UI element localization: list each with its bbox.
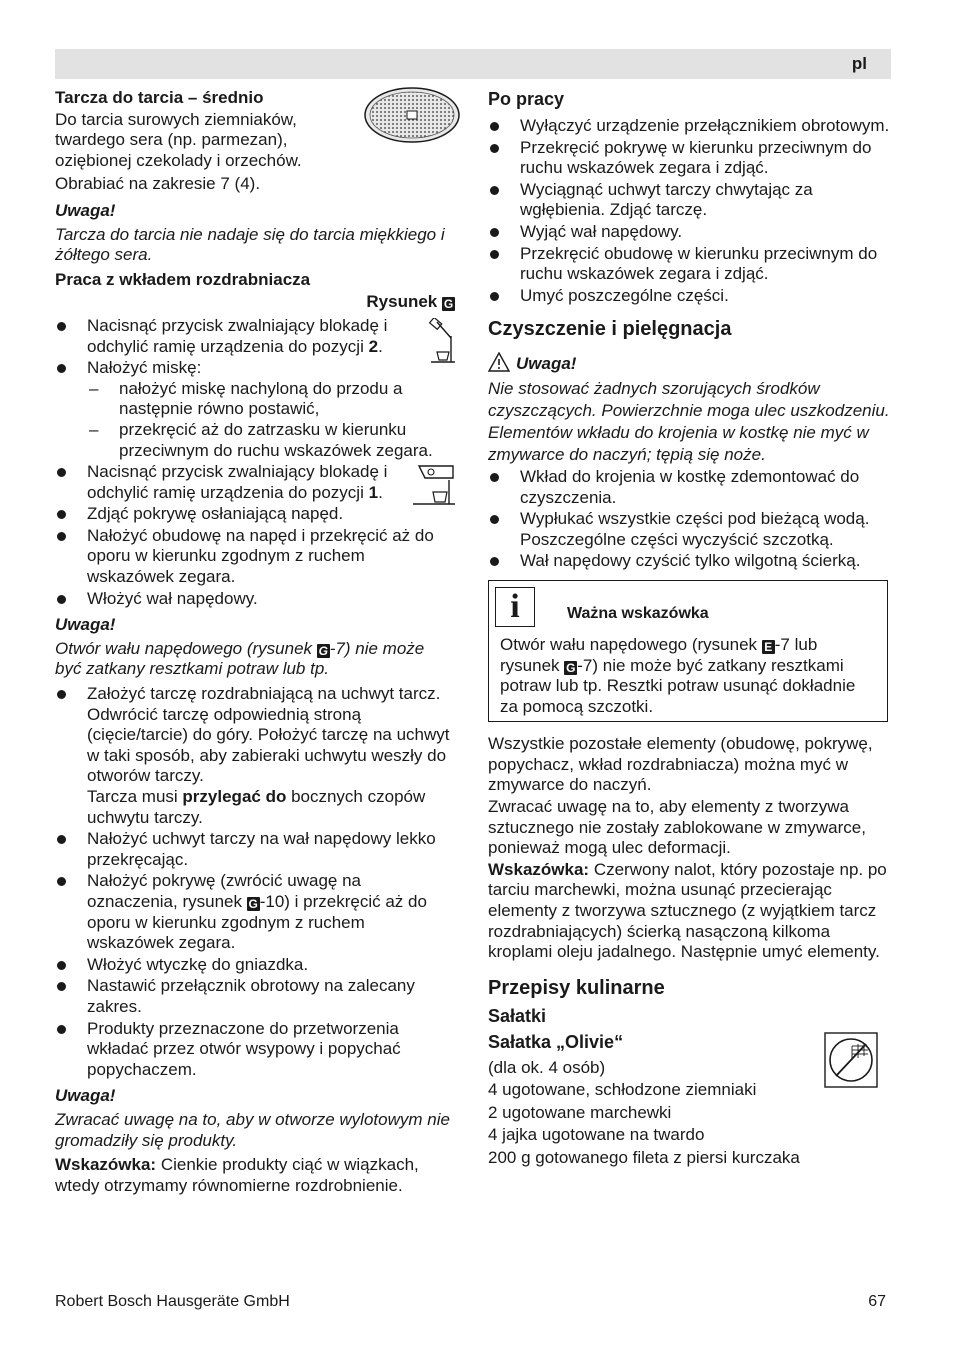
hint-label: Wskazówka: — [55, 1155, 157, 1175]
footer-company: Robert Bosch Hausgeräte GmbH — [55, 1293, 290, 1310]
ingredient-line: 200 g gotowanego fileta z piersi kurczaka — [488, 1147, 800, 1167]
cleaning-title: Czyszczenie i pielęgnacja — [488, 318, 732, 341]
ingredient-line: (dla ok. 4 osób) — [488, 1057, 606, 1077]
note1-text: Tarcza do tarcia nie nadaje się do tarcia miękkiego i żółtego sera. — [55, 224, 445, 265]
work-steps-list-2 — [55, 684, 455, 1080]
ingredient-line: 4 jajka ugotowane na twardo — [488, 1125, 705, 1145]
warning-text: Nie stosować żadnych szorujących środków czyszczących. Powierzchnie moga ulec uszkodzeniu. Elementów wkładu do krojenia w kostkę nie myć w zmywarce do naczyń; tępią się noże. — [488, 378, 890, 464]
note1-title: Uwaga! — [55, 200, 116, 220]
language-code: pl — [851, 54, 867, 73]
list-item: Założyć tarczę rozdrabniającą na uchwyt tarcz. Odwrócić tarczę odpowiednią stroną (cięcie/tarcie) do góry. Położyć tarczę na uchwyt w taki sposób, aby zabieraki uchwytu weszły do otworów tarczy. Tarcza musi przylegać do bocznych czopów uchwytu tarczy. — [55, 684, 455, 828]
ingredient-line: 2 ugotowane marchewki — [488, 1102, 672, 1122]
note2-title: Uwaga! — [55, 615, 116, 635]
figure-letter-badge: G — [248, 896, 258, 911]
work-steps-list — [55, 316, 455, 609]
after-work-title: Po pracy — [488, 89, 565, 109]
salads-title: Sałatki — [488, 1005, 547, 1026]
note3-title: Uwaga! — [55, 1086, 116, 1106]
list-item: Umyć poszczególne części. — [488, 286, 890, 307]
list-item: Nacisnąć przycisk zwalniający blokadę i odchylić ramię urządzenia do pozycji 1. — [55, 462, 455, 503]
list-item: Wał napędowy czyścić tylko wilgotną ścierką. — [488, 551, 890, 572]
list-item: Nałożyć pokrywę (zwrócić uwagę na oznaczenia, rysunek G -10) i przekręcić aż do oporu w kierunku zgodnym z ruchem wskazówek zegara. — [55, 871, 455, 953]
hint-paragraph: Wskazówka: Cienkie produkty ciąć w wiązkach, wtedy otrzymamy równomierne rozdrobnienie. — [55, 1155, 419, 1195]
left-column — [55, 88, 455, 1196]
ingredient-line: 4 ugotowane, schłodzone ziemniaki — [488, 1080, 757, 1100]
list-item: Nałożyć uchwyt tarczy na wał napędowy lekko przekręcając. — [55, 829, 455, 870]
list-item: Włożyć wtyczkę do gniazdka. — [55, 955, 455, 976]
olivie-title: Sałatka „Olivie“ — [488, 1031, 624, 1052]
note3-text: Zwracać uwagę na to, aby w otworze wylotowym nie gromadziły się produkty. — [55, 1109, 450, 1150]
mixer-arm-lowered-icon — [411, 462, 457, 506]
no-grating-disc-icon — [824, 1032, 878, 1088]
warning-triangle-icon — [488, 352, 510, 372]
list-item: Zdjąć pokrywę osłaniającą napęd. — [55, 504, 455, 525]
hint-label: Wskazówka: — [488, 859, 590, 879]
list-item: Nastawić przełącznik obrotowy na zalecany zakres. — [55, 976, 455, 1017]
figure-letter-badge: E — [762, 640, 775, 654]
list-item: Wypłukać wszystkie części pod bieżącą wodą. Poszczególne części wyczyścić szczotką. — [488, 509, 890, 550]
figure-letter-badge: G — [318, 643, 328, 658]
dishwasher-paragraph: Wszystkie pozostałe elementy (obudowę, pokrywę, popychacz, wkład rozdrabniacza) można myć w zmywarce do naczyń. — [488, 734, 873, 795]
dash-item: – przekręcić aż do zatrzasku w kierunku przeciwnym do ruchu wskazówek zegara. — [87, 420, 455, 461]
after-work-list — [488, 116, 890, 306]
info-icon: i — [495, 587, 535, 627]
cleaning-list — [488, 467, 890, 572]
important-info-box — [488, 580, 888, 722]
grating-disc-image — [363, 86, 461, 146]
list-item: Wyciągnąć uchwyt tarczy chwytając za wgłębienia. Zdjąć tarczę. — [488, 180, 890, 221]
warning-title: Uwaga! — [488, 352, 890, 375]
list-item: Wkład do krojenia w kostkę zdemontować do czyszczenia. — [488, 467, 890, 508]
list-item: Wyłączyć urządzenie przełącznikiem obrotowym. — [488, 116, 890, 137]
info-title: Ważna wskazówka — [567, 604, 709, 622]
hint-paragraph: Wskazówka: Czerwony nalot, który pozostaje np. po tarciu marchewki, można usunąć przecierając elementy z tworzywa sztucznego (z wyjątkiem tarcz rozdrabniających) ścierką nasączoną kilkoma kroplami oleju jadalnego. Następnie umyć elementy. — [488, 859, 887, 962]
info-header — [500, 587, 876, 627]
list-item: Włożyć wał napędowy. — [55, 589, 455, 610]
grate-title: Tarcza do tarcia – średnio — [55, 88, 264, 107]
work-section-title: Praca z wkładem rozdrabniacza — [55, 269, 311, 289]
recipes-title: Przepisy kulinarne — [488, 976, 665, 999]
mixer-arm-raised-icon — [427, 318, 457, 364]
list-item: Nałożyć obudowę na napęd i przekręcić aż do oporu w kierunku zgodnym z ruchem wskazówek zegara. — [55, 526, 455, 588]
dash-item: – nałożyć miskę nachyloną do przodu a następnie równo postawić, — [87, 379, 455, 420]
page-number: 67 — [868, 1293, 886, 1310]
language-header-bar — [55, 49, 891, 79]
list-item: Produkty przeznaczone do przetworzenia wkładać przez otwór wsypowy i popychać popychaczem. — [55, 1019, 455, 1081]
list-item: Nałożyć miskę: – nałożyć miskę nachyloną do przodu a następnie równo postawić, – przekręcić aż do zatrzasku w kierunku przeciwnym do ruchu wskazówek zegara. — [55, 358, 455, 461]
list-item: Nacisnąć przycisk zwalniający blokadę i odchylić ramię urządzenia do pozycji 2. — [55, 316, 455, 357]
note2-text: Otwór wału napędowego (rysunek G -7) nie może być zatkany resztkami potraw lub tp. — [55, 638, 425, 679]
plastic-paragraph: Zwracać uwagę na to, aby elementy z tworzywa sztucznego nie zostały zablokowane w zmywarce, ponieważ mogą ulec deformacji. — [488, 797, 866, 858]
figure-letter-badge: G — [566, 660, 576, 675]
right-column — [488, 88, 890, 1169]
grate-text: Do tarcia surowych ziemniaków, twardego sera (np. parmezan), oziębionej czekolady i orzechów. — [55, 109, 302, 170]
figure-reference — [55, 292, 455, 313]
grate-range: Obrabiać na zakresie 7 (4). — [55, 174, 261, 194]
figure-label: Rysunek — [366, 292, 438, 312]
list-item: Wyjąć wał napędowy. — [488, 222, 890, 243]
list-item: Przekręcić obudowę w kierunku przeciwnym do ruchu wskazówek zegara i zdjąć. — [488, 244, 890, 285]
info-text: Otwór wału napędowego (rysunek E -7 lub rysunek G -7) nie może być zatkany resztkami potraw lub tp. Resztki potraw usunąć dokładnie za pomocą szczotki. — [500, 634, 856, 716]
list-item: Przekręcić pokrywę w kierunku przeciwnym do ruchu wskazówek zegara i zdjąć. — [488, 138, 890, 179]
figure-letter-badge: G — [443, 297, 454, 312]
